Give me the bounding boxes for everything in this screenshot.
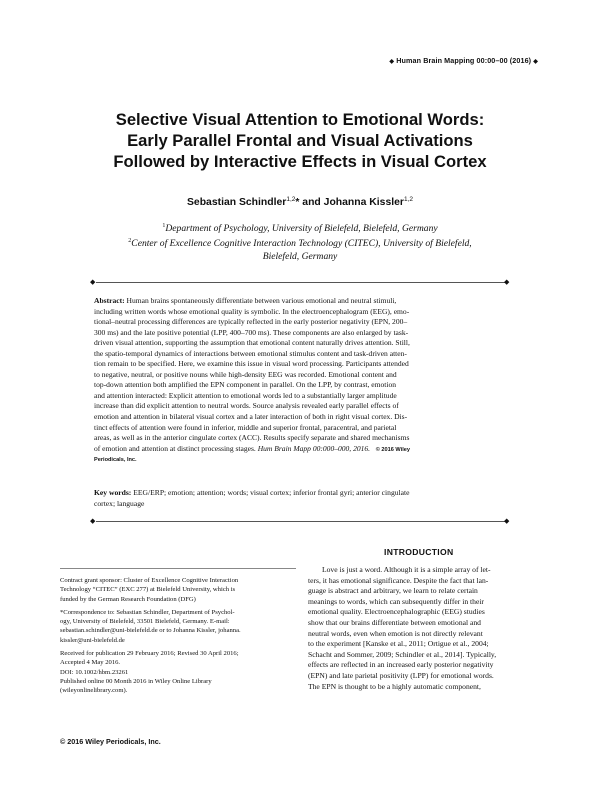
- author-affil-sup: 1,2: [286, 196, 296, 203]
- body-line: Schacht and Sommer, 2009; Schindler et al., 2014]. Typically,: [308, 649, 497, 659]
- page-copyright: © 2016 Wiley Periodicals, Inc.: [60, 737, 161, 746]
- footnotes: [60, 576, 296, 696]
- keywords-line: cortex; language: [94, 498, 145, 508]
- abstract-line: including written words whose emotional quality is symbolic. In the electroencephalogram (EEG), emo-: [94, 306, 410, 316]
- divider-rule: [96, 521, 506, 522]
- divider-rule: [96, 282, 506, 283]
- journal-citation: Human Brain Mapping 00:00–00 (2016): [396, 56, 532, 65]
- affil-text: Department of Psychology, University of Bielefeld, Bielefeld, Germany: [165, 223, 438, 234]
- affil-sup: 1: [162, 223, 166, 229]
- author-name: Johanna Kissler: [323, 197, 404, 208]
- affiliation-2-cont: Bielefeld, Germany: [262, 251, 338, 262]
- affil-text: Center of Excellence Cognitive Interaction Technology (CITEC), University of Bielefeld,: [131, 238, 472, 249]
- footnote-line: Contract grant sponsor: Cluster of Excellence Cognitive Interaction: [60, 577, 239, 584]
- keywords-label: Key words:: [94, 488, 132, 497]
- abstract-label: Abstract:: [94, 296, 125, 305]
- abstract-line: [94, 444, 508, 456]
- title-line: Early Parallel Frontal and Visual Activations: [127, 131, 473, 150]
- footnote-line: funded by the German Research Foundation (DFG): [60, 595, 196, 603]
- footnote-line: (wileyonlinelibrary.com).: [60, 687, 128, 695]
- abstract-line: tional–neutral processing differences are typically reflected in the early posterior negativity (EPN, 200–: [94, 317, 408, 327]
- abstract-line: 300 ms) and the late positive potential (LPP, 400–700 ms). These components are also enlarged by task-: [94, 327, 409, 337]
- title-line: Followed by Interactive Effects in Visual Cortex: [113, 152, 487, 171]
- diamond-icon: ◆: [504, 278, 510, 286]
- running-head: [389, 56, 538, 65]
- body-line: guage is abstract and arbitrary, we learn to relate certain: [308, 586, 478, 596]
- abstract-text: of emotion and attention at distinct processing stages.: [94, 443, 256, 453]
- introduction-body: [308, 565, 542, 692]
- diamond-icon: ◆: [389, 59, 395, 65]
- section-heading-introduction: INTRODUCTION: [384, 547, 454, 557]
- abstract-citation: Hum Brain Mapp 00:000–000, 2016.: [257, 443, 371, 453]
- footnote-rule: [60, 568, 296, 569]
- footnote-line: *Correspondence to: Sebastian Schindler, Department of Psychol-: [60, 608, 235, 616]
- footnote-line: kissler@uni-bielefeld.de: [60, 636, 125, 644]
- footnote-line: Technology “CITEC” (EXC 277) at Bielefeld University, which is: [60, 586, 236, 594]
- abstract-line: and attention interacted: Explicit attention to emotional words led to a substantially larger amplitude: [94, 390, 397, 400]
- body-line: effects are reflected in an increased early posterior negativity: [308, 660, 494, 670]
- body-line: meanings to words, which can subsequently differ in their: [308, 596, 484, 606]
- affiliation-1: [60, 220, 540, 235]
- footnote-line: ogy, University of Bielefeld, 33501 Bielefeld, Germany. E-mail:: [60, 618, 230, 626]
- keywords: [94, 488, 508, 509]
- body-line: ters, it has emotional significance. Despite the fact that lan-: [308, 575, 489, 585]
- title-line: Selective Visual Attention to Emotional Words:: [115, 110, 485, 129]
- body-line: emotional quality. Electroencephalographic (EEG) studies: [308, 607, 485, 617]
- abstract-line: [94, 296, 508, 307]
- body-line: neutral words, even when emotion is not directly relevant: [308, 628, 483, 638]
- footnote-line: Published online 00 Month 2016 in Wiley Online Library: [60, 677, 212, 685]
- abstract-copyright: © 2016 Wiley: [375, 446, 410, 453]
- author-affil-sup: 1,2: [403, 196, 413, 203]
- abstract-line: areas, as well as in the anterior cingulate cortex (ACC). Results specify separate and shared mechanisms: [94, 433, 410, 443]
- abstract-line: top-down attention both amplified the EPN component in parallel. On the LPP, by contrast, emotion: [94, 380, 397, 390]
- keywords-text: EEG/ERP; emotion; attention; words; visual cortex; inferior frontal gyri; anterior cingulate: [131, 488, 410, 497]
- author-name: Sebastian Schindler: [187, 197, 287, 208]
- keywords-line: [94, 488, 508, 499]
- abstract-line: driven visual attention, supporting the assumption that emotional content naturally drives attention. Still,: [94, 338, 410, 348]
- corresponding-mark: *: [295, 197, 300, 208]
- footnote-line: Accepted 4 May 2016.: [60, 659, 121, 667]
- abstract-text: Human brains spontaneously differentiate between various emotional and neutral stimuli,: [124, 296, 397, 305]
- body-line: show that our brains differentiate between emotional and: [308, 617, 481, 627]
- body-line: (EPN) and late parietal positivity (LPP) for emotional words.: [308, 670, 494, 680]
- abstract-line: tinct effects of attention were found in inferior, middle and superior frontal, paracentral, and parietal: [94, 422, 397, 432]
- diamond-icon: ◆: [504, 517, 510, 525]
- abstract-line: emotion and attention in bilateral visual cortex and a later interaction of both in right visual cortex. Dis-: [94, 412, 408, 422]
- abstract-line: the spatio-temporal dynamics of interactions between emotional stimulus content and task-driven atten-: [94, 348, 407, 358]
- body-line: Love is just a word. Although it is a simple array of let-: [322, 565, 491, 574]
- abstract-line: increase than did explicit attention to neutral words. Source analysis revealed early parallel effects of: [94, 401, 399, 411]
- footnote-line: DOI: 10.1002/hbm.23261: [60, 668, 129, 676]
- diamond-icon: ◆: [533, 59, 538, 65]
- body-line: The EPN is thought to be a highly automatic component,: [308, 681, 481, 691]
- diamond-icon: ◆: [90, 278, 96, 286]
- abstract-copyright-cont: Periodicals, Inc.: [94, 457, 137, 464]
- affil-sup: 2: [128, 238, 132, 244]
- diamond-icon: ◆: [90, 517, 96, 525]
- author-conjunction: and: [299, 197, 324, 208]
- affiliations: [60, 220, 540, 263]
- footnote-line: sebastian.schindler@uni-bielefeld.de or to Johanna Kissler, johanna.: [60, 627, 241, 635]
- footnote-line: Received for publication 29 February 2016; Revised 30 April 2016;: [60, 650, 239, 658]
- affiliation-2: [60, 235, 540, 250]
- author-list: [60, 196, 540, 208]
- paper-title: [60, 109, 540, 172]
- abstract-line: to negative, neutral, or positive nouns while high-density EEG was recorded. Emotional content and: [94, 369, 397, 379]
- abstract: [94, 296, 508, 466]
- body-line: to the experiment [Kanske et al., 2011; Ortigue et al., 2004;: [308, 639, 489, 649]
- abstract-line: tion remain to be specified. Here, we examine this issue in visual word processing. Participants attended: [94, 359, 409, 369]
